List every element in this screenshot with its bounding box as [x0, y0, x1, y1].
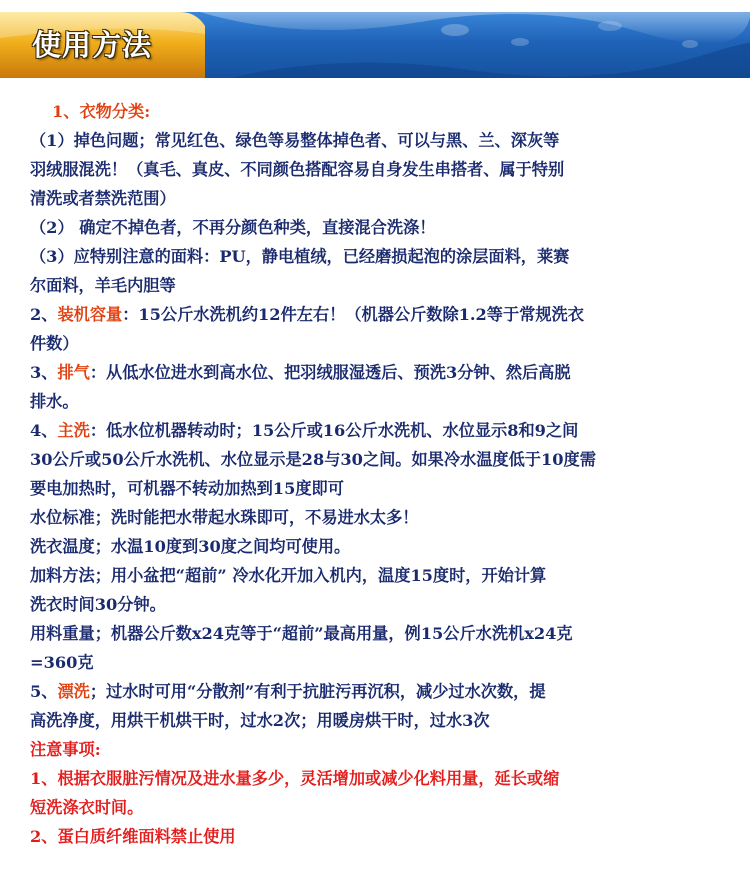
text-line: 水位标准；洗时能把水带起水珠即可，不易进水太多！ [30, 508, 419, 527]
section-keyword: 排气 [57, 363, 90, 382]
section-number: 4、 [30, 421, 58, 440]
section-number: 3、 [30, 363, 58, 382]
text-line: （2） 确定不掉色者，不再分颜色种类，直接混合洗涤！ [30, 218, 436, 237]
section-text: ：15公斤水洗机约12件左右！（机器公斤数除1.2等于常规洗衣 [122, 305, 584, 324]
section-capacity [30, 300, 720, 329]
text-line: 要电加热时，可机器不转动加热到15度即可 [30, 479, 344, 498]
section-text: ：低水位机器转动时；15公斤或16公斤水洗机、水位显示8和9之间 [89, 421, 579, 440]
section-rinse [30, 677, 720, 706]
text-line: 加料方法；用小盆把“超前” 冷水化开加入机内，温度15度时，开始计算 [30, 566, 547, 585]
section-exhaust [30, 358, 720, 387]
section-number: 2、 [30, 305, 58, 324]
text-line: =360克 [30, 653, 94, 672]
section-keyword: 装机容量 [57, 305, 123, 324]
text-line: 件数） [30, 334, 79, 353]
text-line: 洗衣温度；水温10度到30度之间均可使用。 [30, 537, 351, 556]
text-line: （3）应特别注意的面料：PU，静电植绒，已经磨损起泡的涂层面料，莱赛 [30, 247, 570, 266]
notes-heading: 注意事项: [30, 740, 101, 759]
section-keyword: 主洗 [57, 421, 90, 440]
section-text: ：从低水位进水到高水位、把羽绒服湿透后、预洗3分钟、然后高脱 [89, 363, 571, 382]
section-number: 5、 [30, 682, 58, 701]
text-line: 尔面料，羊毛内胆等 [30, 276, 176, 295]
header-banner [0, 12, 750, 78]
section-text: ；过水时可用“分散剂”有利于抗脏污再沉积，减少过水次数，提 [89, 682, 546, 701]
text-line: 排水。 [30, 392, 79, 411]
text-line: 清洗或者禁洗范围） [30, 189, 176, 208]
note-line: 2、蛋白质纤维面料禁止使用 [30, 827, 236, 846]
page-title: 使用方法 [32, 28, 153, 62]
text-line: （1）掉色问题；常见红色、绿色等易整体掉色者、可以与黑、兰、深灰等 [30, 131, 560, 150]
note-line: 1、根据衣服脏污情况及进水量多少，灵活增加或减少化料用量，延长或缩 [30, 769, 560, 788]
text-line: 30公斤或50公斤水洗机、水位显示是28与30之间。如果冷水温度低于10度需 [30, 450, 596, 469]
instructions-content [30, 97, 720, 851]
text-line: 高洗净度，用烘干机烘干时，过水2次；用暖房烘干时，过水3次 [30, 711, 490, 730]
section-heading-sorting: 1、衣物分类: [52, 102, 151, 121]
text-line: 羽绒服混洗！（真毛、真皮、不同颜色搭配容易自身发生串搭者、属于特别 [30, 160, 565, 179]
text-line: 洗衣时间30分钟。 [30, 595, 166, 614]
text-line: 用料重量；机器公斤数x24克等于“超前”最高用量，例15公斤水洗机x24克 [30, 624, 573, 643]
note-line: 短洗涤衣时间。 [30, 798, 144, 817]
section-main-wash [30, 416, 720, 445]
section-keyword: 漂洗 [57, 682, 90, 701]
